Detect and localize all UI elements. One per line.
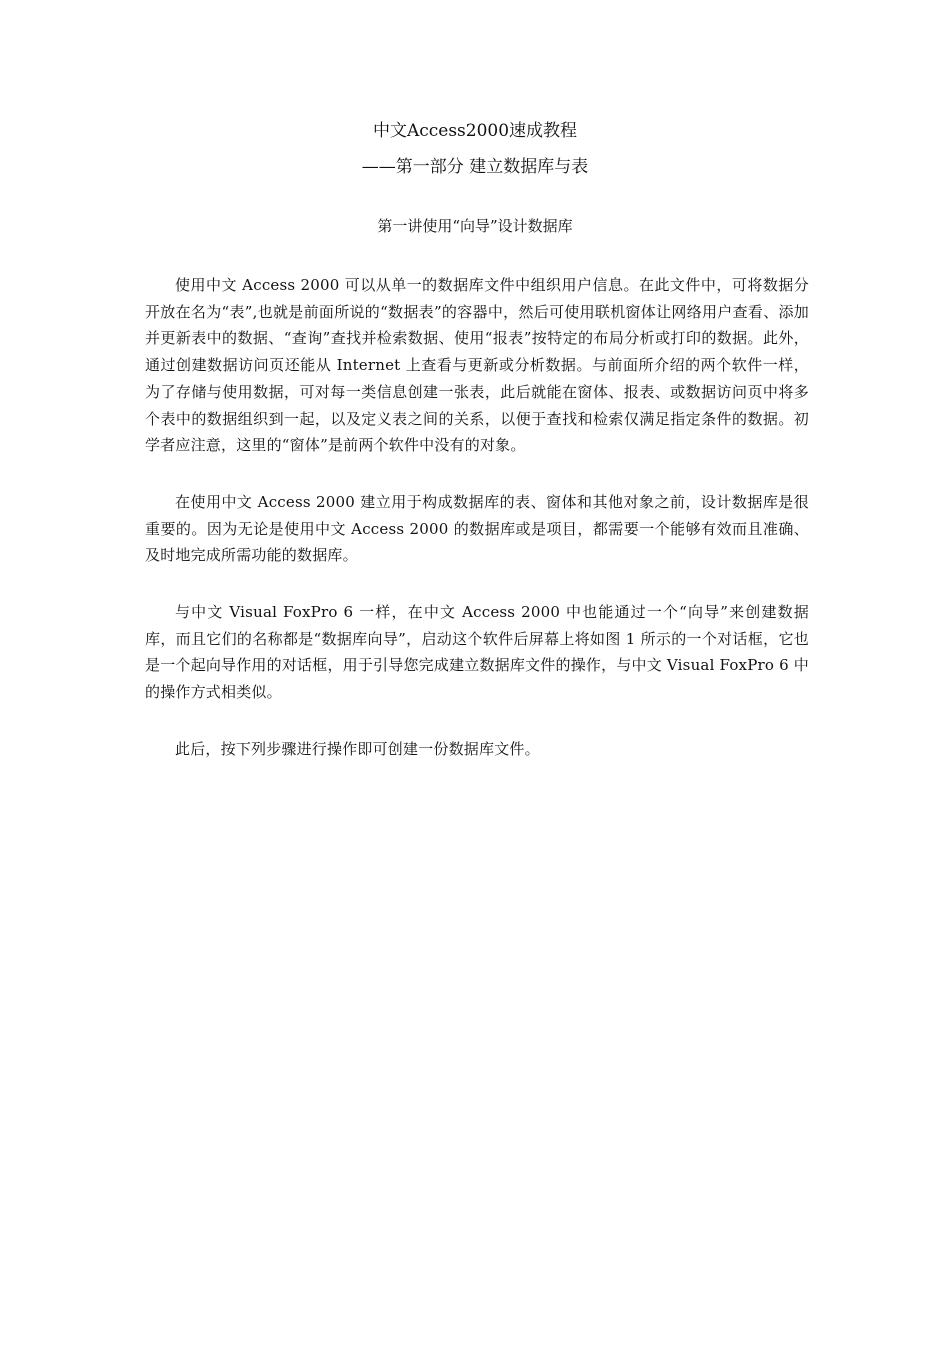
- paragraph-4: 此后，按下列步骤进行操作即可创建一份数据库文件。: [175, 739, 540, 758]
- document-title: 中文Access2000速成教程: [372, 121, 578, 141]
- paragraph-3: 与中文 Visual FoxPro 6 一样，在中文 Access 2000 中也能通过一个“向导”来创建数据库，而且它们的名称都是“数据库向导”，启动这个软件后屏幕上将如图 1 所示的一个对话框，它也是一个起向导作用的对话框，用于引导您完成建立数据库文件的操作，与中文 Visual FoxPro 6 中的操作方式相类似。: [145, 603, 809, 702]
- document-subtitle: ——第一部分 建立数据库与表: [361, 157, 589, 177]
- paragraph-2: 在使用中文 Access 2000 建立用于构成数据库的表、窗体和其他对象之前，设计数据库是很重要的。因为无论是使用中文 Access 2000 的数据库或是项目，都需要一个能够有效而且准确、及时地完成所需功能的数据库。: [145, 492, 809, 565]
- document-body: [145, 272, 809, 793]
- paragraph-1: 使用中文 Access 2000 可以从单一的数据库文件中组织用户信息。在此文件中，可将数据分开放在名为“表”,也就是前面所说的“数据表”的容器中，然后可使用联机窗体让网络用户查看、添加并更新表中的数据、“查询”查找并检索数据、使用“报表”按特定的布局分析或打印的数据。此外，通过创建数据访问页还能从 Internet 上查看与更新或分析数据。与前面所介绍的两个软件一样，为了存储与使用数据，可对每一类信息创建一张表，此后就能在窗体、报表、或数据访问页中将多个表中的数据组织到一起，以及定义表之间的关系，以便于查找和检索仅满足指定条件的数据。初学者应注意，这里的“窗体”是前两个软件中没有的对象。: [145, 276, 809, 455]
- section-title: 第一讲使用“向导”设计数据库: [377, 217, 573, 235]
